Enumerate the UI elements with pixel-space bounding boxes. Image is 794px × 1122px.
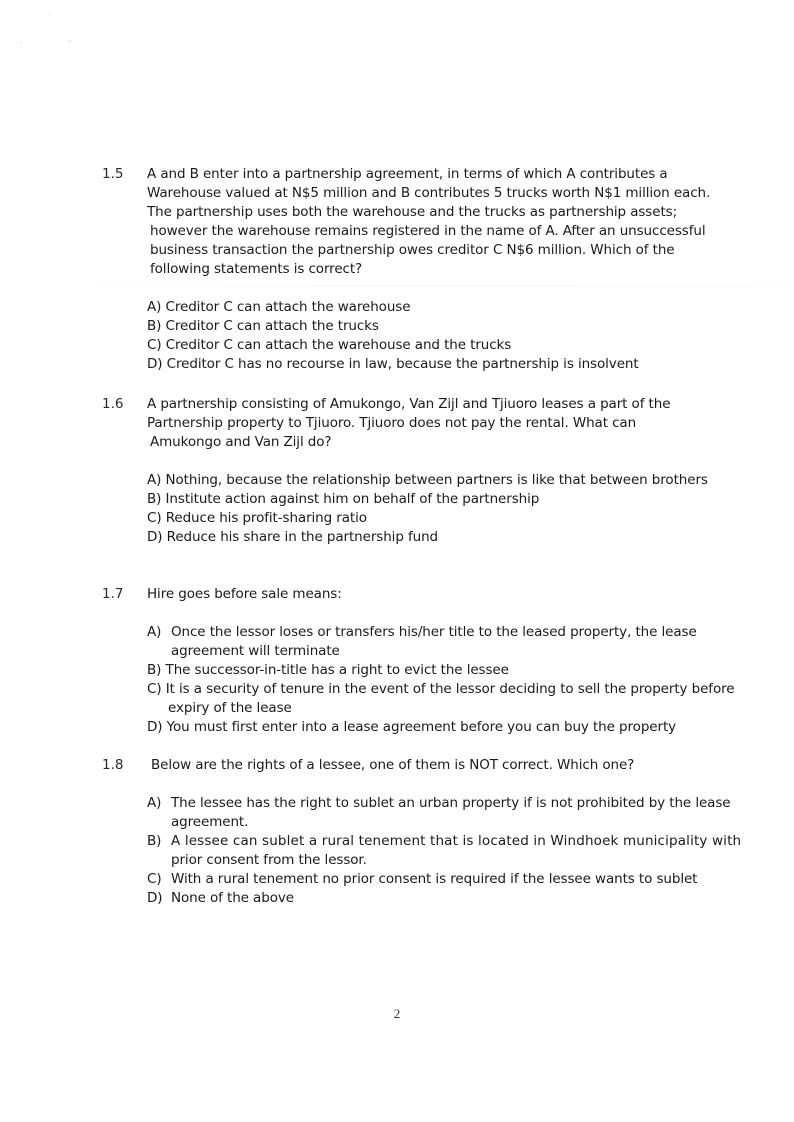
question-number: 1.7: [102, 586, 124, 602]
question-text-line: however the warehouse remains registered in the name of A. After an unsuccessful: [150, 223, 706, 239]
answer-option: [147, 509, 367, 528]
question-number: 1.8: [102, 757, 124, 773]
answer-option: [147, 528, 438, 547]
option-letter: C): [147, 871, 162, 887]
answer-option: [147, 336, 511, 355]
question-text-line: A and B enter into a partnership agreement, in terms of which A contributes a: [147, 166, 668, 182]
question-text-line: Partnership property to Tjiuoro. Tjiuoro does not pay the rental. What can: [147, 415, 637, 431]
option-continuation: agreement will terminate: [171, 643, 340, 659]
option-text: Creditor C can attach the warehouse and the trucks: [165, 337, 512, 353]
option-text: Once the lessor loses or transfers his/her title to the leased property, the lease: [171, 624, 697, 640]
option-letter: C): [147, 337, 162, 353]
answer-option: [147, 471, 708, 490]
answer-option: [147, 661, 509, 680]
option-text: Reduce his profit-sharing ratio: [165, 510, 367, 526]
answer-option: [147, 889, 294, 908]
option-letter: A): [147, 299, 162, 315]
option-text: Creditor C can attach the trucks: [165, 318, 379, 334]
option-continuation: agreement.: [171, 814, 249, 830]
option-letter: A): [147, 795, 162, 811]
question-text-line: following statements is correct?: [150, 261, 363, 277]
answer-option: [147, 870, 697, 889]
option-continuation: expiry of the lease: [168, 700, 292, 716]
option-text: A lessee can sublet a rural tenement that is located in Windhoek municipality with: [171, 833, 742, 849]
answer-option: [147, 298, 410, 317]
scan-speck: ': [21, 42, 23, 48]
option-letter: D): [147, 719, 163, 735]
option-text: Creditor C has no recourse in law, because the partnership is insolvent: [166, 356, 639, 372]
option-letter: B): [147, 491, 162, 507]
option-letter: A): [147, 624, 162, 640]
answer-option: [147, 718, 676, 737]
option-text: It is a security of tenure in the event of the lessor deciding to sell the property before: [165, 681, 735, 697]
answer-option: [147, 794, 730, 813]
question-text-line: A partnership consisting of Amukongo, Van Zijl and Tjiuoro leases a part of the: [147, 396, 671, 412]
scan-speck: ·: [49, 12, 51, 18]
option-letter: D): [147, 529, 163, 545]
option-letter: B): [147, 318, 162, 334]
scan-artifact-line: [0, 286, 794, 287]
question-text-line: Warehouse valued at N$5 million and B contributes 5 trucks worth N$1 million each.: [147, 185, 711, 201]
option-continuation: prior consent from the lessor.: [171, 852, 367, 868]
option-letter: B): [147, 662, 162, 678]
option-letter: B): [147, 833, 162, 849]
answer-option: [147, 832, 741, 851]
option-letter: C): [147, 681, 162, 697]
question-text-line: The partnership uses both the warehouse and the trucks as partnership assets;: [147, 204, 678, 220]
option-letter: A): [147, 472, 162, 488]
question-number: 1.6: [102, 396, 124, 412]
answer-option: [147, 623, 697, 642]
answer-option: [147, 490, 539, 509]
answer-option: [147, 317, 379, 336]
option-text: You must first enter into a lease agreement before you can buy the property: [166, 719, 677, 735]
option-text: Creditor C can attach the warehouse: [165, 299, 411, 315]
option-text: The successor-in-title has a right to evict the lessee: [165, 662, 509, 678]
option-text: With a rural tenement no prior consent is required if the lessee wants to sublet: [171, 871, 698, 887]
question-text-line: Below are the rights of a lessee, one of them is NOT correct. Which one?: [151, 757, 635, 773]
question-number: 1.5: [102, 166, 124, 182]
question-text-line: Amukongo and Van Zijl do?: [150, 434, 332, 450]
question-text-line: business transaction the partnership owes creditor C N$6 million. Which of the: [150, 242, 675, 258]
answer-option: [147, 355, 639, 374]
question-text-line: Hire goes before sale means:: [147, 586, 342, 602]
option-text: Reduce his share in the partnership fund: [166, 529, 439, 545]
option-text: Institute action against him on behalf of the partnership: [165, 491, 540, 507]
option-letter: D): [147, 890, 163, 906]
answer-option: [147, 680, 734, 699]
option-text: The lessee has the right to sublet an urban property if is not prohibited by the lease: [171, 795, 731, 811]
page-number: 2: [393, 1006, 401, 1021]
option-letter: C): [147, 510, 162, 526]
option-text: None of the above: [171, 890, 294, 906]
option-text: Nothing, because the relationship between partners is like that between brothers: [165, 472, 708, 488]
option-letter: D): [147, 356, 163, 372]
scan-speck: :': [68, 40, 71, 46]
